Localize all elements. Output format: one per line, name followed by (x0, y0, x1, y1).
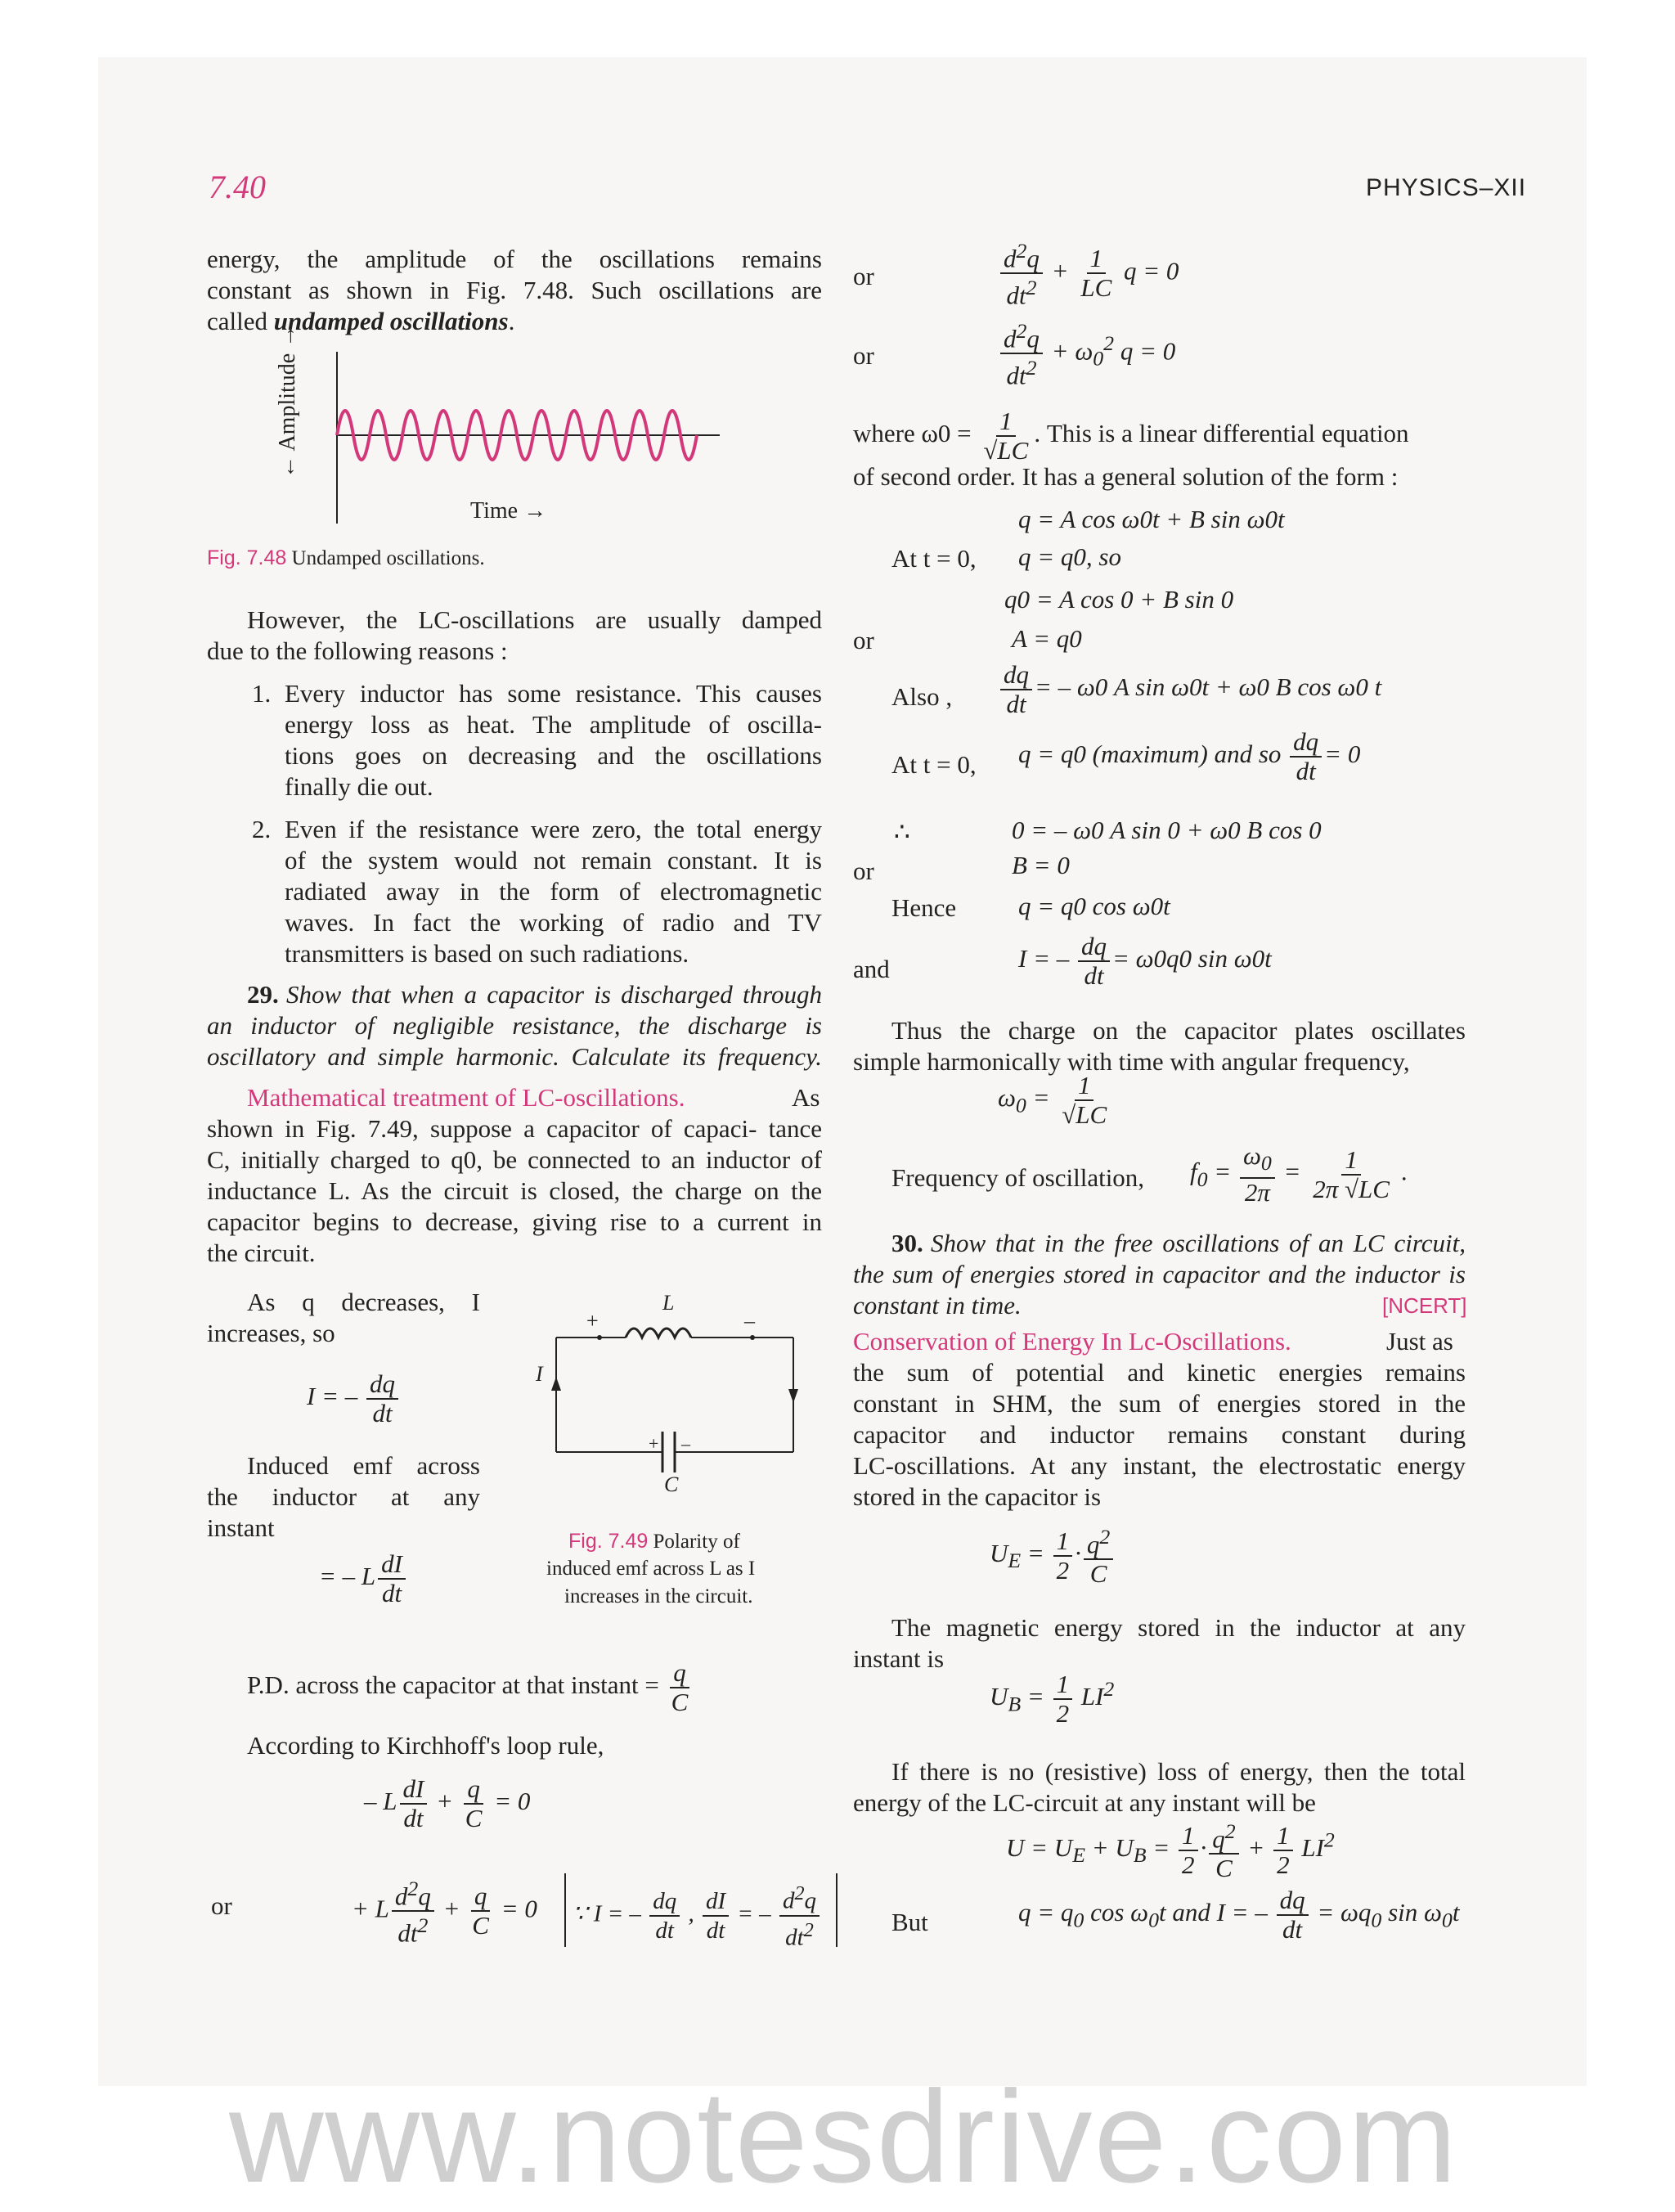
label-at-t0: At t = 0, (891, 544, 977, 573)
time-axis-label: Time → (470, 498, 547, 524)
inductor-coil (626, 1329, 691, 1338)
label-and: and (853, 955, 890, 983)
terminal-dot (597, 1335, 602, 1340)
list-line: radiated away in the form of electromagnetic (285, 877, 822, 906)
or-label: or (211, 1891, 232, 1920)
or-label: or (853, 626, 874, 654)
section-heading-math: Mathematical treatment of LC-oscillations. (247, 1083, 685, 1112)
total-energy-equation: $U = U_E + U_B$ = $\frac{1}{2}$ · $\frac{q^2}{C}$ + $\frac{1}{2}$ $LI^2$ (1006, 1819, 1335, 1883)
paragraph-line: capacitor and inductor remains constant during (853, 1420, 1466, 1449)
watermark: www.notesdrive.com (229, 2063, 1459, 2210)
paragraph-line: The magnetic energy stored in the inductor at any (891, 1613, 1466, 1642)
list-line: Even if the resistance were zero, the total energy (285, 815, 822, 843)
paragraph-line: According to Kirchhoff's loop rule, (247, 1731, 604, 1760)
paragraph-line: Just as (1386, 1327, 1453, 1356)
question-30-line: the sum of energies stored in capacitor and the inductor is (853, 1260, 1466, 1288)
plus-sign: + (586, 1309, 599, 1333)
ncert-tag: [NCERT] (1382, 1293, 1467, 1318)
or-label: or (853, 341, 874, 370)
general-solution: q = A cos ω0t + B sin ω0t (1018, 505, 1285, 533)
paragraph-line: the circuit. (207, 1239, 316, 1267)
paragraph-line: the inductor at any (207, 1482, 480, 1511)
paragraph-line: shown in Fig. 7.49, suppose a capacitor of capaci- tance (207, 1114, 822, 1143)
undamped-term: undamped oscillations (273, 307, 509, 335)
paragraph-line: Induced emf across (247, 1451, 480, 1480)
zero-equation: 0 = – ω0 A sin 0 + ω0 B cos 0 (1012, 816, 1322, 844)
paragraph-line: constant in SHM, the sum of energies stored in the (853, 1389, 1466, 1418)
label-also: Also , (891, 682, 953, 711)
initial-condition: q = q0, so (1018, 542, 1121, 571)
paragraph-line: stored in the capacitor is (853, 1482, 1102, 1511)
fig-7-49-caption-line: increases in the circuit. (564, 1585, 753, 1607)
paragraph-line: simple harmonically with time with angular frequency, (853, 1047, 1410, 1076)
list-line: tions goes on decreasing and the oscillations (285, 741, 822, 770)
paragraph-line: C, initially charged to q0, be connected to an inductor of (207, 1145, 822, 1174)
electric-energy-equation: $U_E$ = $\frac{1}{2}$ · $\frac{q^2}{C}$ (990, 1523, 1116, 1588)
current-arrow-up (551, 1377, 561, 1391)
current-arrow-down (788, 1389, 798, 1403)
list-line: waves. In fact the working of radio and TV (285, 908, 822, 937)
paragraph-line: LC-oscillations. At any instant, the electrostatic energy (853, 1451, 1466, 1480)
fig-7-48-caption: Fig. 7.48 Undamped oscillations. (207, 546, 485, 569)
induced-emf-equation: = – L $\frac{dI}{dt}$ (319, 1550, 408, 1607)
paragraph-line: constant as shown in Fig. 7.48. Such oscillations are (207, 276, 822, 304)
paragraph-line: due to the following reasons : (207, 636, 508, 665)
lc-equation: $\frac{d^2q}{dt^2}$ + $\frac{1}{LC}$ q = 0 (998, 237, 1179, 310)
current-solution: I = – $\frac{dq}{dt}$ = ω0q0 sin ω0t (1018, 932, 1272, 990)
a-equals-q0: A = q0 (1012, 624, 1082, 653)
therefore-symbol: ∴ (894, 817, 910, 846)
list-line: transmitters is based on such radiations. (285, 939, 689, 968)
paragraph-line: As (792, 1083, 820, 1112)
paragraph-line: called undamped oscillations. (207, 307, 515, 335)
question-30-line: constant in time. (853, 1291, 1022, 1320)
paragraph-line: instant (207, 1513, 275, 1542)
paragraph-line: instant is (853, 1644, 945, 1673)
paragraph-line: the sum of potential and kinetic energies remains (853, 1358, 1466, 1387)
frequency-label: Frequency of oscillation, (891, 1163, 1145, 1192)
or-label: or (853, 856, 874, 885)
page-number: 7.40 (209, 169, 266, 205)
label-at-t0: At t = 0, (891, 750, 977, 779)
paragraph-line: capacitor begins to decrease, giving rise to a current in (207, 1207, 822, 1236)
maximum-condition: q = q0 (maximum) and so $\frac{dq}{dt}$ = 0 (1018, 727, 1361, 785)
terminal-dot (750, 1335, 755, 1340)
dq-dt-equation: $\frac{dq}{dt}$ = – ω0 A sin ω0t + ω0 B cos ω0 t (998, 661, 1381, 718)
list-line: of the system would not remain constant. It is (285, 846, 822, 874)
derivation-note: ∵ I = – $\frac{dq}{dt}$ , $\frac{dI}{dt}$ = – $\frac{d^2q}{dt^2}$ (573, 1880, 822, 1951)
lc-circuit-diagram (532, 1288, 818, 1477)
paragraph-line: However, the LC-oscillations are usually damped (247, 605, 822, 634)
question-30-number: 30. (891, 1229, 923, 1257)
label-but: But (891, 1908, 928, 1936)
paragraph-line: energy of the LC-circuit at any instant will be (853, 1788, 1316, 1817)
current-label: I (536, 1362, 543, 1386)
section-heading-conservation: Conservation of Energy In Lc-Oscillations. (853, 1327, 1291, 1356)
second-order-equation: + L $\frac{d^2q}{dt^2}$ + $\frac{q}{C}$ = 0 (352, 1877, 537, 1948)
question-29-number: 29. (247, 980, 279, 1009)
minus-sign: – (744, 1309, 755, 1333)
fig-7-49-caption: Fig. 7.49 Polarity of (568, 1530, 740, 1553)
list-line: energy loss as heat. The amplitude of oscilla- (285, 710, 822, 739)
paragraph-line: of second order. It has a general solution of the form : (853, 462, 1399, 491)
list-line: finally die out. (285, 772, 433, 801)
paragraph-line: As q decreases, I (247, 1288, 480, 1316)
question-29-line: oscillatory and simple harmonic. Calculate its frequency. (207, 1042, 822, 1071)
inductor-label: L (662, 1291, 675, 1315)
running-head: PHYSICS–XII (1366, 174, 1527, 201)
question-30-line: Show that in the free oscillations of an LC circuit, (931, 1229, 1466, 1257)
substitution-equation: $q = q_0$ $\cos \omega_0t$ and I = – $\frac{dq}{dt}$ = $\omega q_0$ $\sin \omega_0t$ (1018, 1886, 1460, 1944)
list-line: Every inductor has some resistance. This causes (285, 679, 822, 708)
frequency-equation: $f_0$ = $\frac{\omega_0}{2\pi}$ = $\frac{1}{2\pi √LC}$ . (1190, 1141, 1408, 1207)
paragraph-line: where ω0 = $\frac{1}{√LC}$ . This is a linear differential equation (853, 407, 1409, 465)
angular-frequency: $\omega_0$ = $\frac{1}{√LC}$ (998, 1071, 1107, 1129)
paragraph-line: Thus the charge on the capacitor plates oscillates (891, 1016, 1466, 1045)
b-equals-zero: B = 0 (1012, 851, 1070, 879)
or-label: or (853, 262, 874, 290)
question-29-line: an inductor of negligible resistance, the discharge is (207, 1011, 822, 1040)
capacitor-label: C (664, 1472, 679, 1496)
paragraph-line: energy, the amplitude of the oscillations remains (207, 245, 822, 273)
paragraph-line: inductance L. As the circuit is closed, the charge on the (207, 1176, 822, 1205)
list-number: 1. (252, 679, 272, 708)
list-number: 2. (252, 815, 272, 843)
magnetic-energy-equation: $U_B$ = $\frac{1}{2}$ $LI^2$ (990, 1670, 1115, 1728)
charge-solution: q = q0 cos ω0t (1018, 892, 1170, 920)
fig-7-49-caption-line: induced emf across L as I (546, 1558, 756, 1580)
current-equation: I = – $\frac{dq}{dt}$ (307, 1370, 401, 1427)
question-29-line: Show that when a capacitor is discharged through (286, 980, 822, 1009)
label-hence: Hence (891, 893, 957, 922)
kirchhoff-equation: – L $\frac{dI}{dt}$ + $\frac{q}{C}$ = 0 (364, 1774, 531, 1832)
plus-sign: + (649, 1433, 659, 1454)
paragraph-line: increases, so (207, 1319, 335, 1347)
q0-equation: q0 = A cos 0 + B sin 0 (1004, 585, 1234, 614)
paragraph-line: If there is no (resistive) loss of energy, then the total (891, 1757, 1466, 1786)
amplitude-axis-label: ← Amplitude → (275, 324, 300, 479)
minus-sign: – (681, 1433, 690, 1454)
paragraph-line: P.D. across the capacitor at that instant = $\frac{q}{C}$ (247, 1658, 689, 1716)
omega-equation: $\frac{d^2q}{dt^2}$ + $\omega_0^2$ q = 0 (998, 317, 1175, 390)
